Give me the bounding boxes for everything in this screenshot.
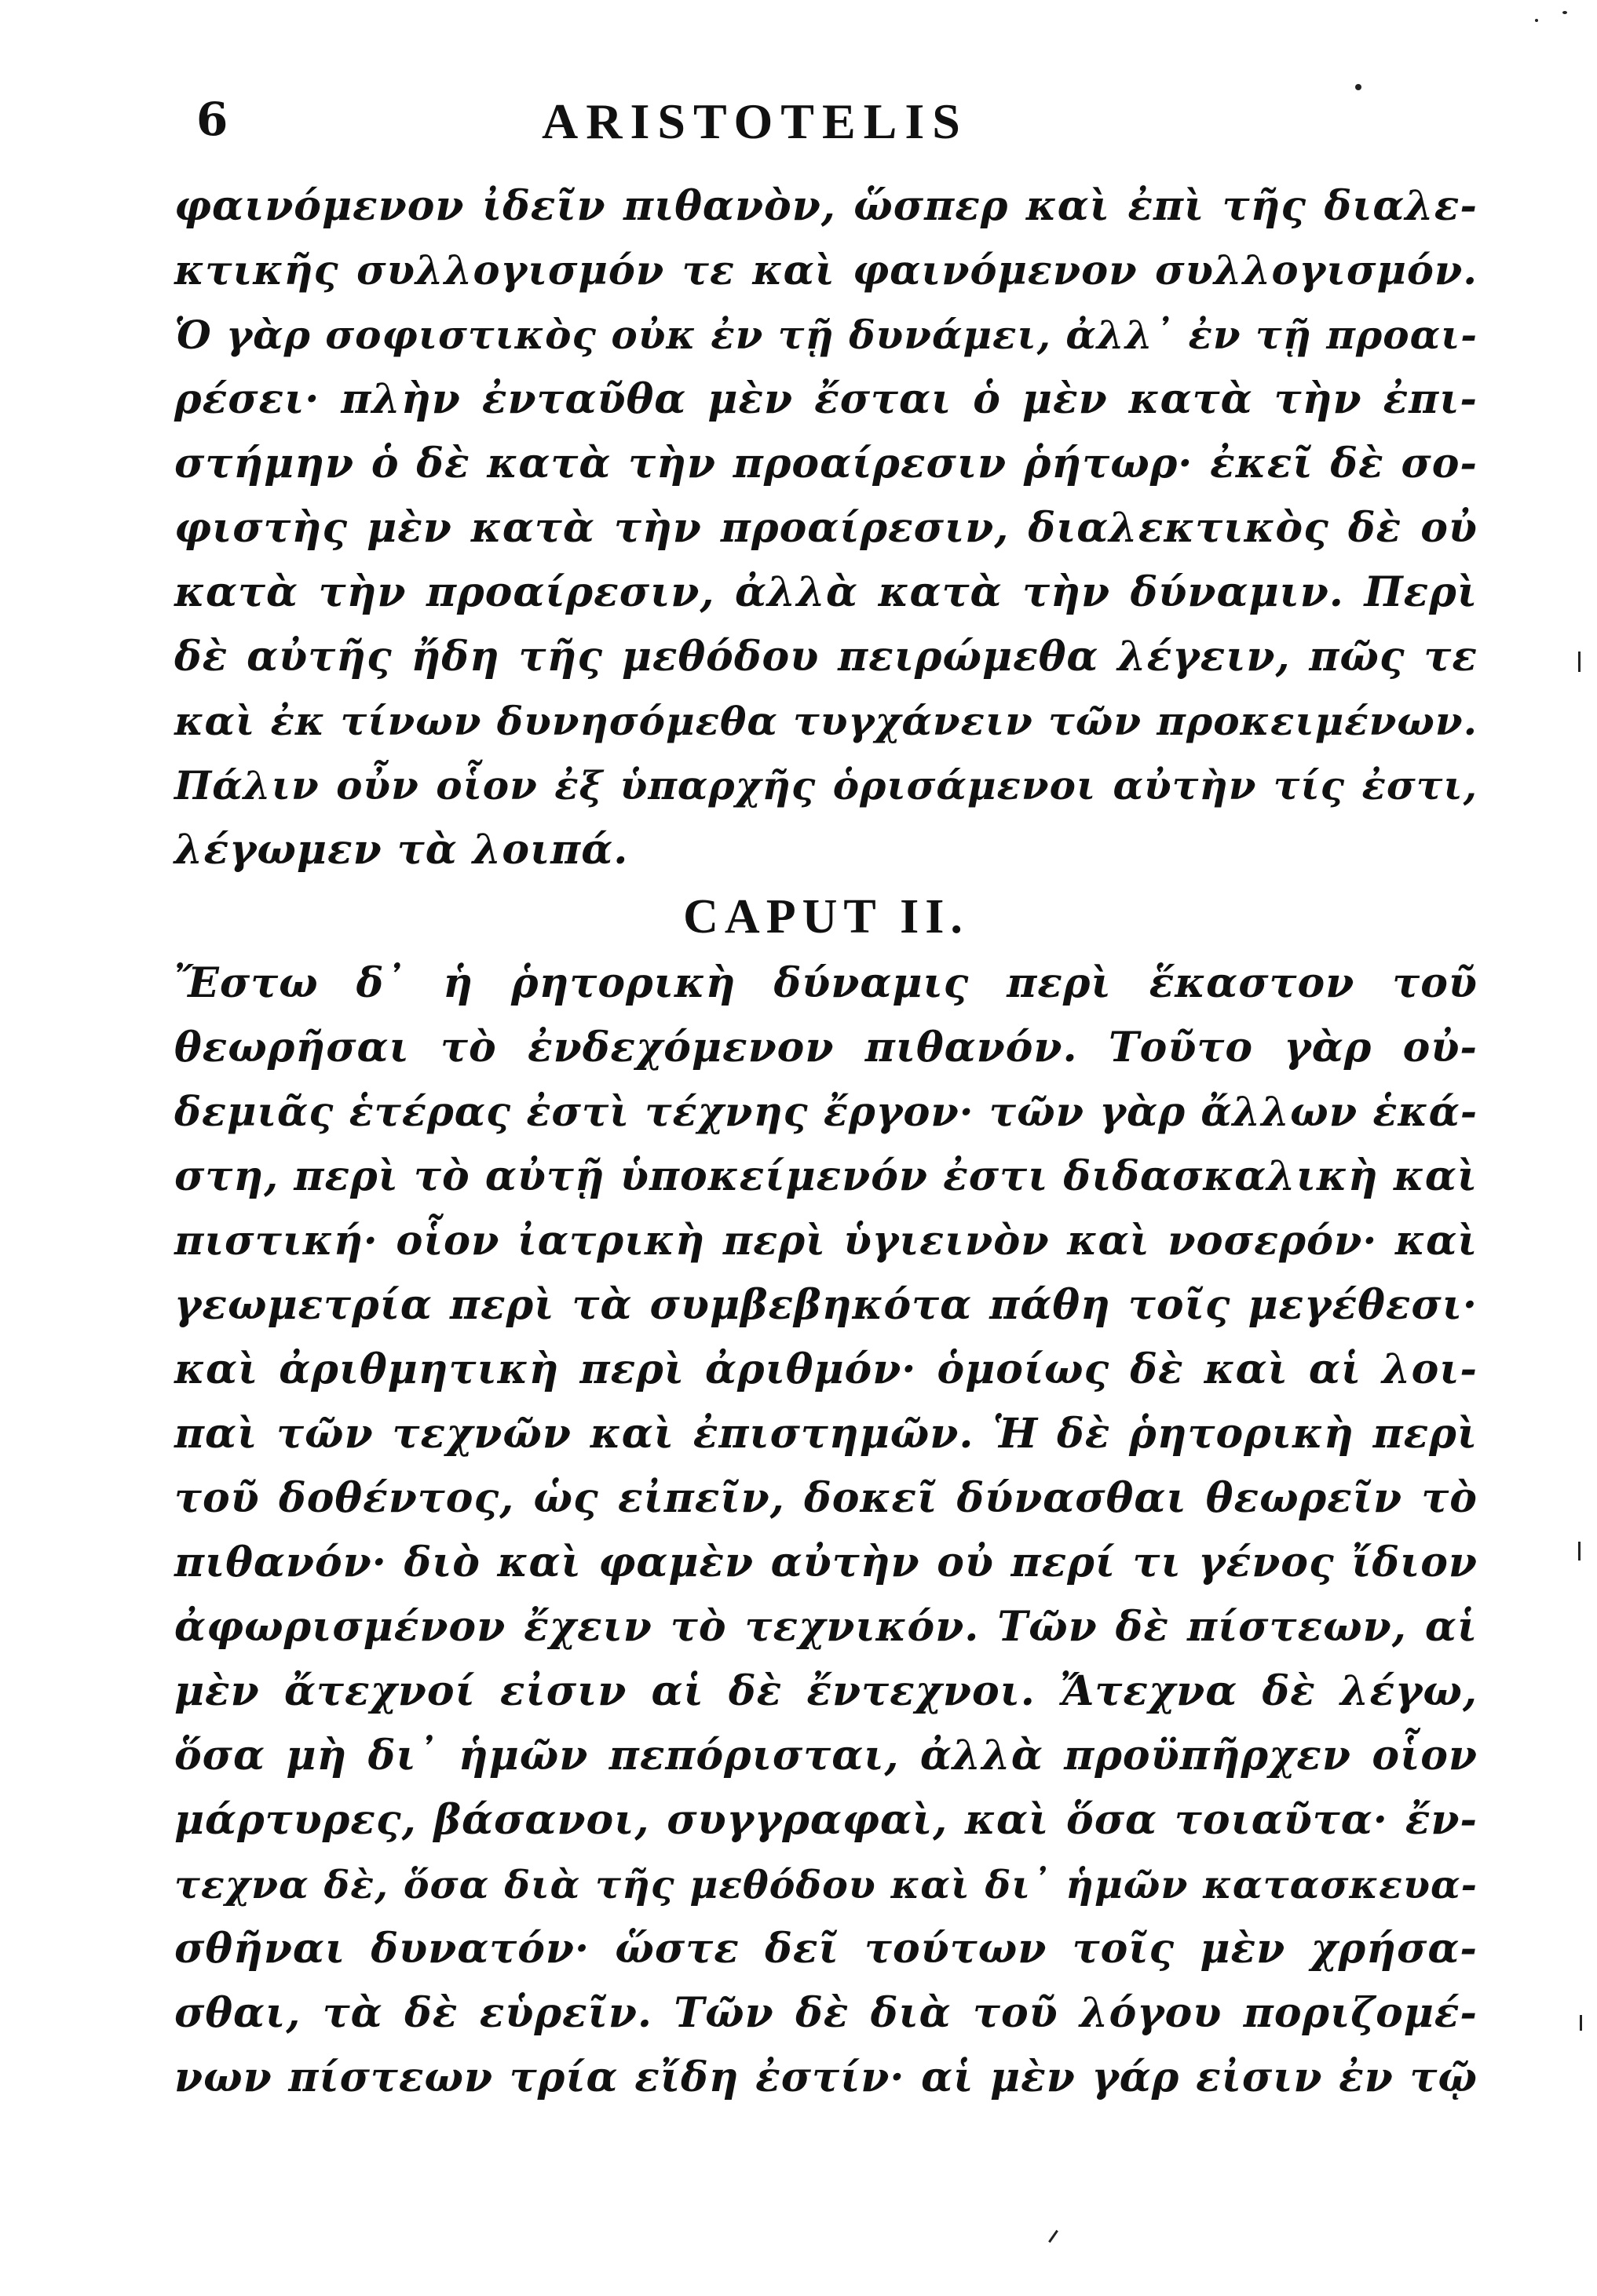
- chapter-heading: CAPUT II.: [683, 890, 969, 944]
- text-line: θεωρῆσαι τὸ ἐνδεχόμενον πιθανόν. Τοῦτο γὰρ οὐ-: [174, 1024, 1478, 1071]
- text-line: μάρτυρες, βάσανοι, συγγραφαὶ, καὶ ὅσα τοιαῦτα· ἔν-: [174, 1796, 1478, 1844]
- text-line: δεμιᾶς ἑτέρας ἐστὶ τέχνης ἔργον· τῶν γὰρ ἄλλων ἑκά-: [174, 1089, 1478, 1136]
- text-line: μὲν ἄτεχνοί εἰσιν αἱ δὲ ἔντεχνοι. Ἄτεχνα δὲ λέγω,: [174, 1667, 1478, 1715]
- text-line: νων πίστεων τρία εἴδη ἐστίν· αἱ μὲν γάρ εἰσιν ἐν τῷ: [174, 2053, 1478, 2101]
- scan-speck: [1562, 11, 1567, 14]
- scan-speck: [1355, 84, 1361, 90]
- page-number: 6: [196, 93, 230, 146]
- text-line: κατὰ τὴν προαίρεσιν, ἀλλὰ κατὰ τὴν δύναμιν. Περὶ: [174, 568, 1478, 616]
- margin-mark: [1580, 2015, 1582, 2031]
- text-line: καὶ ἐκ τίνων δυνησόμεθα τυγχάνειν τῶν προκειμένων.: [174, 698, 1478, 744]
- text-line: σθῆναι δυνατόν· ὥστε δεῖ τούτων τοῖς μὲν χρήσα-: [174, 1925, 1478, 1973]
- margin-mark: [1578, 1542, 1581, 1560]
- text-line: δὲ αὐτῆς ἤδη τῆς μεθόδου πειρώμεθα λέγειν, πῶς τε: [174, 633, 1478, 681]
- text-line: Ὁ γὰρ σοφιστικὸς οὐκ ἐν τῇ δυνάμει, ἀλλ᾽ ἐν τῇ προαι-: [174, 312, 1478, 358]
- text-line: τεχνα δὲ, ὅσα διὰ τῆς μεθόδου καὶ δι᾽ ἡμῶν κατασκευα-: [174, 1862, 1478, 1907]
- running-title: ARISTOTELIS: [542, 93, 968, 149]
- text-line: ὅσα μὴ δι᾽ ἡμῶν πεπόρισται, ἀλλὰ προϋπῆρχεν οἷον: [174, 1732, 1478, 1779]
- page-header: [196, 93, 1453, 155]
- text-line: στη, περὶ τὸ αὐτῇ ὑποκείμενόν ἐστι διδασκαλικὴ καὶ: [174, 1152, 1478, 1200]
- text-line: γεωμετρία περὶ τὰ συμβεβηκότα πάθη τοῖς μεγέθεσι·: [174, 1281, 1478, 1329]
- text-line: στήμην ὁ δὲ κατὰ τὴν προαίρεσιν ῥήτωρ· ἐκεῖ δὲ σο-: [174, 440, 1478, 487]
- text-line: σθαι, τὰ δὲ εὑρεῖν. Τῶν δὲ διὰ τοῦ λόγου ποριζομέ-: [174, 1989, 1478, 2037]
- scan-mark: [1048, 2230, 1058, 2243]
- text-line: πιστική· οἷον ἰατρικὴ περὶ ὑγιεινὸν καὶ νοσερόν· καὶ: [174, 1217, 1478, 1265]
- text-line: κτικῆς συλλογισμόν τε καὶ φαινόμενον συλλογισμόν.: [174, 247, 1478, 294]
- text-line: λέγωμεν τὰ λοιπά.: [174, 826, 629, 874]
- text-line: ρέσει· πλὴν ἐνταῦθα μὲν ἔσται ὁ μὲν κατὰ τὴν ἐπι-: [174, 375, 1478, 423]
- text-line: τοῦ δοθέντος, ὡς εἰπεῖν, δοκεῖ δύνασθαι θεωρεῖν τὸ: [174, 1474, 1478, 1522]
- text-line: φιστὴς μὲν κατὰ τὴν προαίρεσιν, διαλεκτικὸς δὲ οὐ: [174, 504, 1478, 552]
- text-line: πιθανόν· διὸ καὶ φαμὲν αὐτὴν οὐ περί τι γένος ἴδιον: [174, 1539, 1478, 1586]
- text-line: ἀφωρισμένον ἔχειν τὸ τεχνικόν. Τῶν δὲ πίστεων, αἱ: [174, 1603, 1478, 1651]
- margin-mark: [1578, 652, 1581, 672]
- text-line: παὶ τῶν τεχνῶν καὶ ἐπιστημῶν. Ἡ δὲ ῥητορικὴ περὶ: [174, 1410, 1478, 1458]
- text-line: Πάλιν οὖν οἷον ἐξ ὑπαρχῆς ὁρισάμενοι αὐτὴν τίς ἐστι,: [174, 762, 1478, 809]
- text-line: καὶ ἀριθμητικὴ περὶ ἀριθμόν· ὁμοίως δὲ καὶ αἱ λοι-: [174, 1345, 1478, 1393]
- text-line: φαινόμενον ἰδεῖν πιθανὸν, ὥσπερ καὶ ἐπὶ τῆς διαλε-: [174, 182, 1478, 230]
- scan-speck: [1535, 19, 1538, 22]
- text-line: Ἔστω δ᾽ ἡ ῥητορικὴ δύναμις περὶ ἕκαστον τοῦ: [174, 959, 1478, 1007]
